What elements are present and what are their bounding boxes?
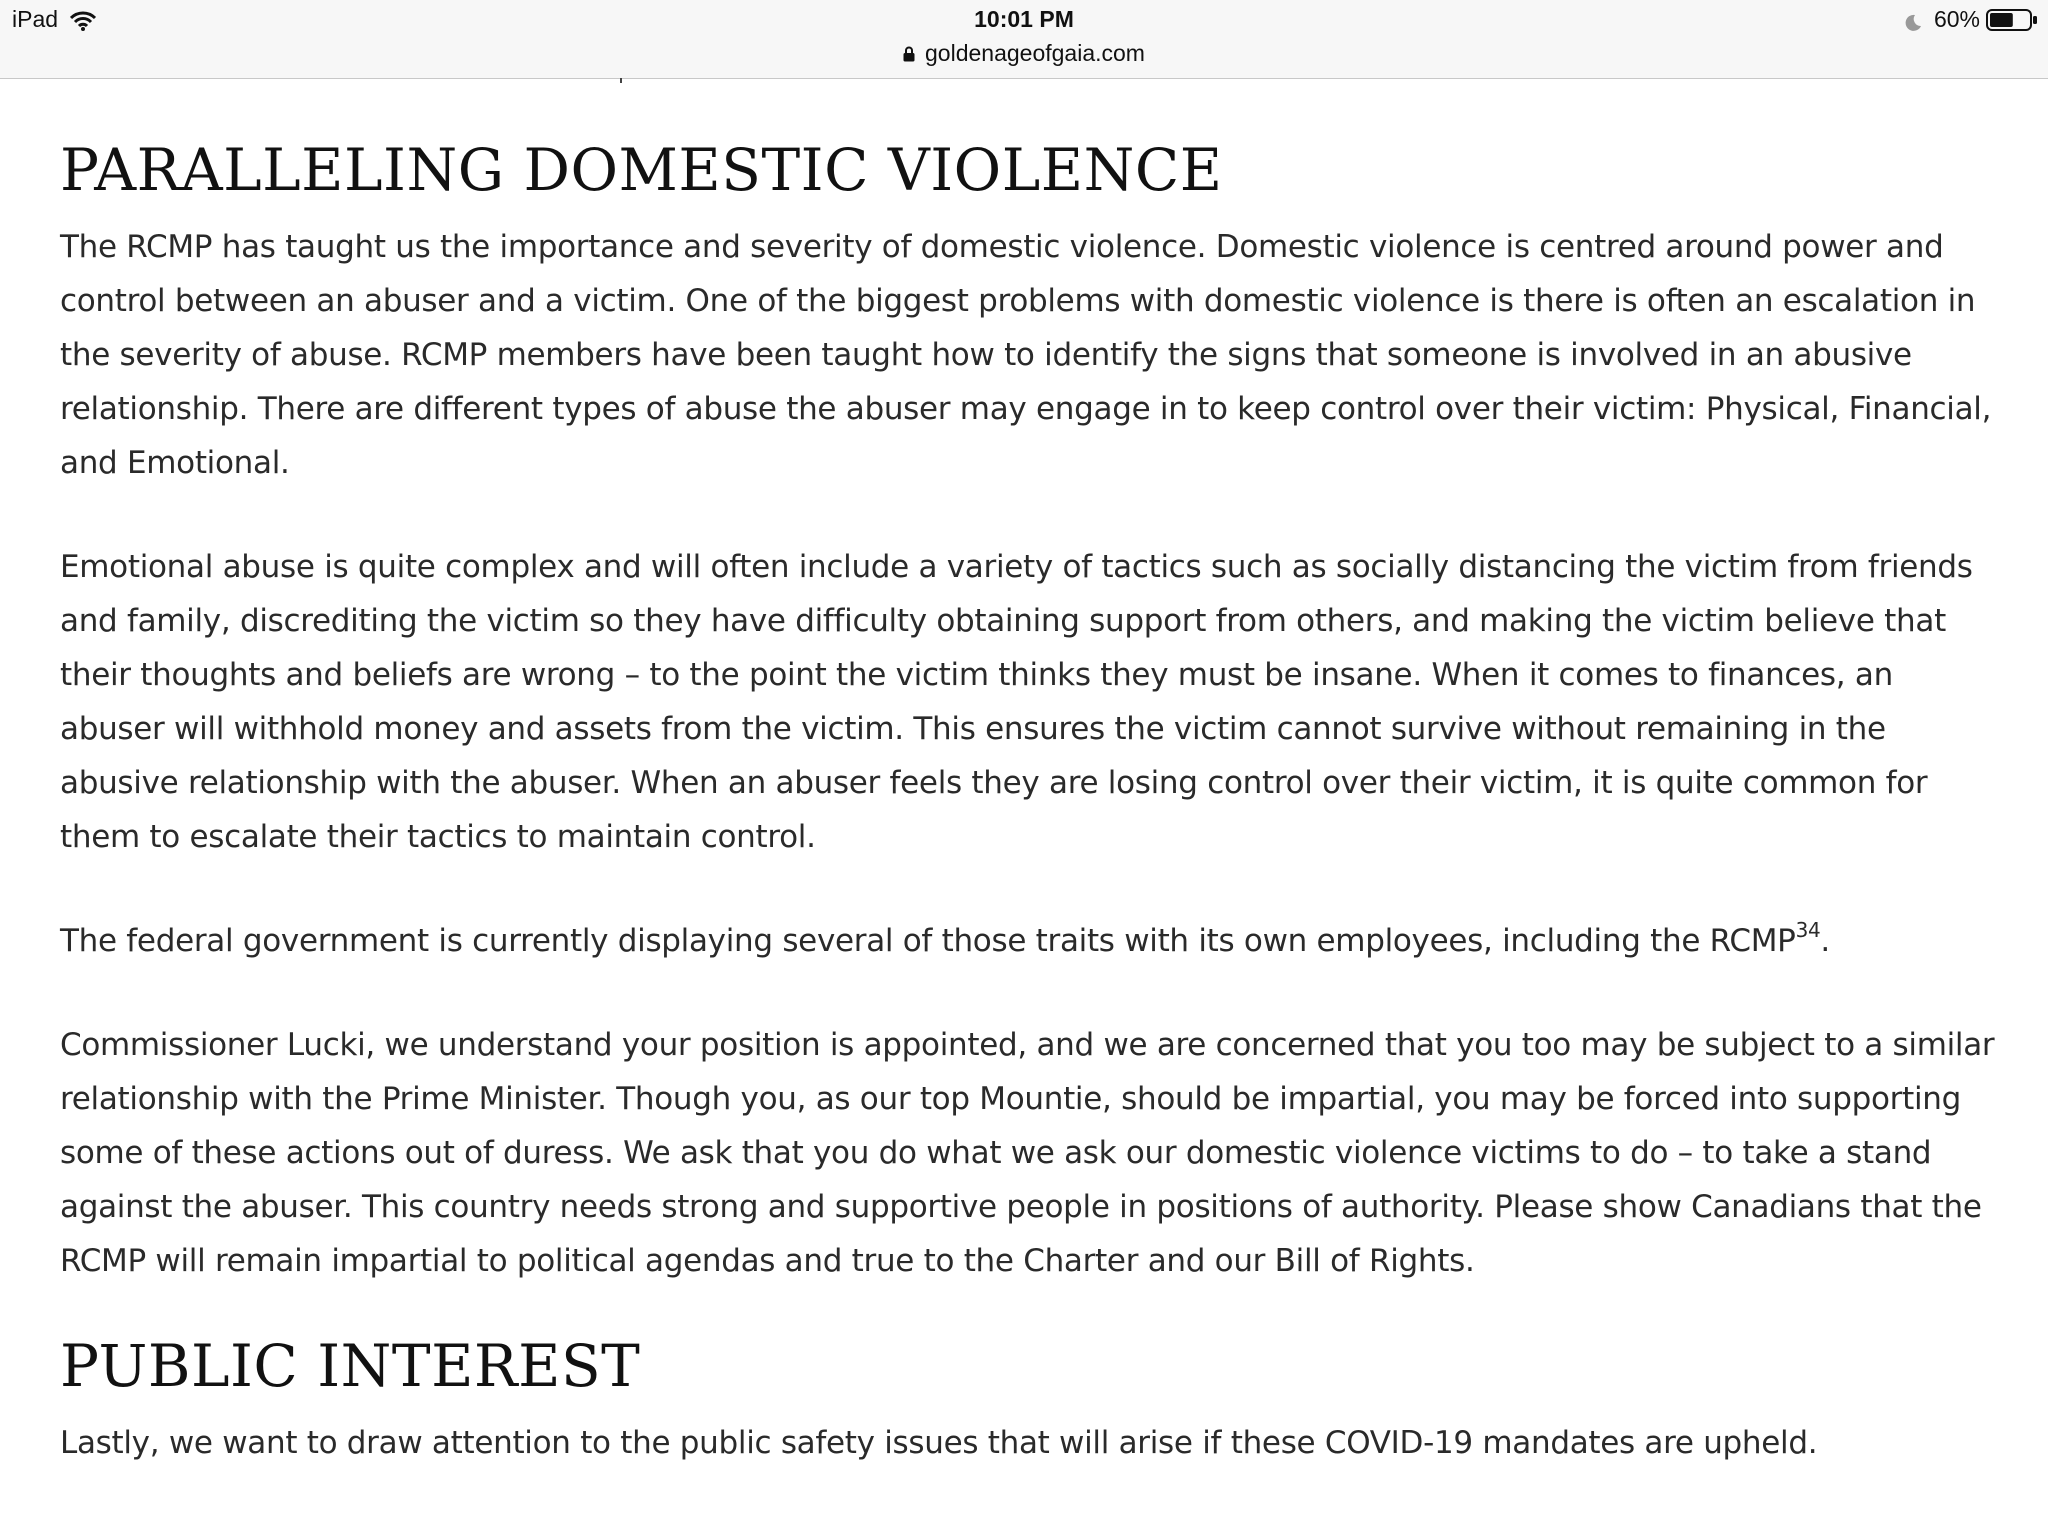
article-body [60,130,2000,1470]
section-heading-domestic-violence: PARALLELING DOMESTIC VIOLENCE [60,136,1223,204]
paragraph-federal-government-end: . [1820,923,1830,959]
paragraph-federal-government-text: The federal government is currently displaying several of those traits with its own employees, including the RCMP [60,923,1796,959]
battery-icon [1986,9,2038,31]
lock-icon [903,41,915,57]
footnote-link-34[interactable]: 34 [1795,918,1821,942]
paragraph-rcmp-domestic-violence: The RCMP has taught us the importance and severity of domestic violence. Domestic violence is centred around power and control between an abuser and a victim. One of the biggest problems with domestic violence is there is often an escalation in the severity of abuse. RCMP members have been taught how to identify the signs that someone is involved in an abusive relationship. There are different types of abuse the abuser may engage in to keep control over their victim: Physical, Financial, and Emotional. [60,229,1992,481]
paragraph-public-safety: Lastly, we want to draw attention to the public safety issues that will arise if these COVID-19 mandates are upheld. [60,1425,1818,1461]
address-bar[interactable] [0,40,2048,67]
paragraph-commissioner-lucki: Commissioner Lucki, we understand your position is appointed, and we are concerned that you too may be subject to a similar relationship with the Prime Minister. Though you, as our top Mountie, should be impartial, you may be forced into supporting some of these actions out of duress. We ask that you do what we ask our domestic violence victims to do – to take a stand against the abuser. This country needs strong and supportive people in positions of authority. Please show Canadians that the RCMP will remain impartial to political agendas and true to the Charter and our Bill of Rights. [60,1027,1995,1279]
section-heading-public-interest: PUBLIC INTEREST [60,1332,641,1400]
status-bar [0,0,2048,79]
partial-text-remnant [620,78,622,83]
battery-percent: 60% [1933,6,1980,32]
status-right [1904,6,2038,33]
moon-icon [1904,11,1922,29]
device-name: iPad [12,6,59,32]
clock: 10:01 PM [974,6,1074,32]
paragraph-emotional-abuse: Emotional abuse is quite complex and will often include a variety of tactics such as socially distancing the victim from friends and family, discrediting the victim so they have difficulty obtaining support from others, and making the victim believe that their thoughts and beliefs are wrong – to the point the victim thinks they must be insane. When it comes to finances, an abuser will withhold money and assets from the victim. This ensures the victim cannot survive without remaining in the abusive relationship with the abuser. When an abuser feels they are losing control over their victim, it is quite common for them to escalate their tactics to maintain control. [60,549,1973,855]
battery-level [1990,13,2013,27]
url-text: goldenageofgaia.com [925,40,1145,66]
paragraph-federal-government [60,914,2000,968]
